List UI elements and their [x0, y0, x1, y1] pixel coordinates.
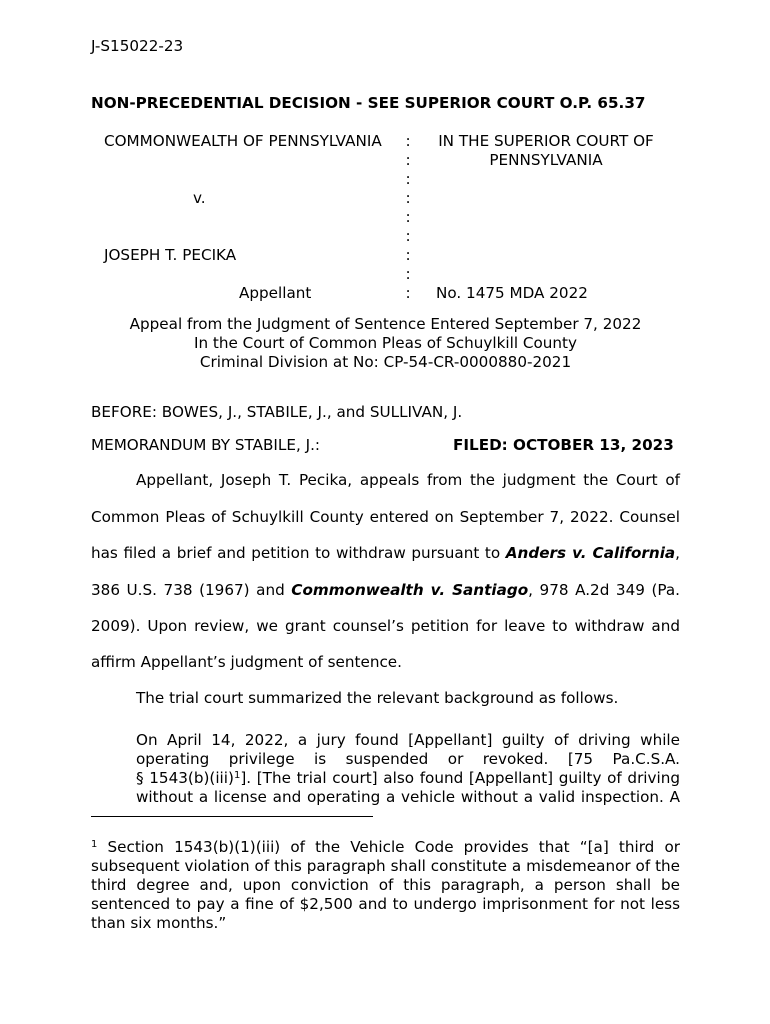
panel-judges: BEFORE: BOWES, J., STABILE, J., and SULLIVAN, J.: [91, 403, 463, 421]
memorandum-author: MEMORANDUM BY STABILE, J.:: [91, 436, 321, 454]
body-line: Appellant, Joseph T. Pecika, appeals from the judgment the Court of: [136, 471, 680, 489]
footnote-separator: [91, 816, 373, 817]
appeal-line1: Appeal from the Judgment of Sentence Entered September 7, 2022: [129, 315, 642, 333]
footnote-line: sentenced to pay a fine of $2,500 and to undergo imprisonment for not less: [91, 895, 680, 913]
caption-colon: :: [405, 284, 411, 302]
plaintiff-name: COMMONWEALTH OF PENNSYLVANIA: [104, 132, 382, 150]
defendant-name: JOSEPH T. PECIKA: [104, 246, 237, 264]
court-name-line1: IN THE SUPERIOR COURT OF: [438, 132, 654, 150]
caption-colon: :: [405, 151, 411, 169]
caption-colon: :: [405, 132, 411, 150]
body-line: 386 U.S. 738 (1967) and Commonwealth v. Santiago, 978 A.2d 349 (Pa.: [91, 581, 680, 599]
footnote-line: $^1$ Section 1543(b)(1)(iii) of the Vehicle Code provides that “[a] third or: [91, 838, 680, 856]
appeal-line2: In the Court of Common Pleas of Schuylkill County: [194, 334, 577, 352]
caption-colon: :: [405, 227, 411, 245]
quote-line: § 1543(b)(iii)$^1$]. [The trial court] also found [Appellant] guilty of driving: [136, 769, 681, 787]
case-citation: Commonwealth v. Santiago: [291, 581, 529, 599]
quote-line: without a license and operating a vehicle without a valid inspection. A: [136, 788, 680, 806]
court-name-line2: PENNSYLVANIA: [489, 151, 603, 169]
versus: v.: [193, 189, 206, 207]
caption-colon: :: [405, 246, 411, 264]
caption-colon: :: [405, 265, 411, 283]
body-line: affirm Appellant’s judgment of sentence.: [91, 653, 402, 671]
appeal-line3: Criminal Division at No: CP-54-CR-0000880-2021: [199, 353, 572, 371]
case-citation: Anders v. California: [505, 544, 676, 562]
caption-colon: :: [405, 208, 411, 226]
body-line: The trial court summarized the relevant background as follows.: [136, 689, 619, 707]
quote-line: On April 14, 2022, a jury found [Appellant] guilty of driving while: [136, 731, 680, 749]
footnote-line: third degree and, upon conviction of this paragraph, a person shall be: [91, 876, 680, 894]
caption-colon: :: [405, 170, 411, 188]
docket-number: No. 1475 MDA 2022: [436, 284, 588, 302]
footnote-line: subsequent violation of this paragraph shall constitute a misdemeanor of the: [91, 857, 680, 875]
footnote-marker: 1: [91, 839, 98, 850]
body-line: Common Pleas of Schuylkill County entered on September 7, 2022. Counsel: [91, 508, 680, 526]
quote-line: operating privilege is suspended or revoked. [75 Pa.C.S.A.: [136, 750, 680, 768]
caption-colon: :: [405, 189, 411, 207]
party-role: Appellant: [239, 284, 312, 302]
body-line: has filed a brief and petition to withdraw pursuant to Anders v. California,: [91, 544, 680, 562]
filed-date: FILED: OCTOBER 13, 2023: [453, 436, 674, 454]
footnote-reference[interactable]: 1: [233, 770, 241, 781]
body-line: 2009). Upon review, we grant counsel’s petition for leave to withdraw and: [91, 617, 680, 635]
document-id: J-S15022-23: [91, 37, 184, 55]
footnote-line: than six months.”: [91, 914, 227, 932]
non-precedential-notice: NON-PRECEDENTIAL DECISION - SEE SUPERIOR COURT O.P. 65.37: [91, 94, 646, 112]
